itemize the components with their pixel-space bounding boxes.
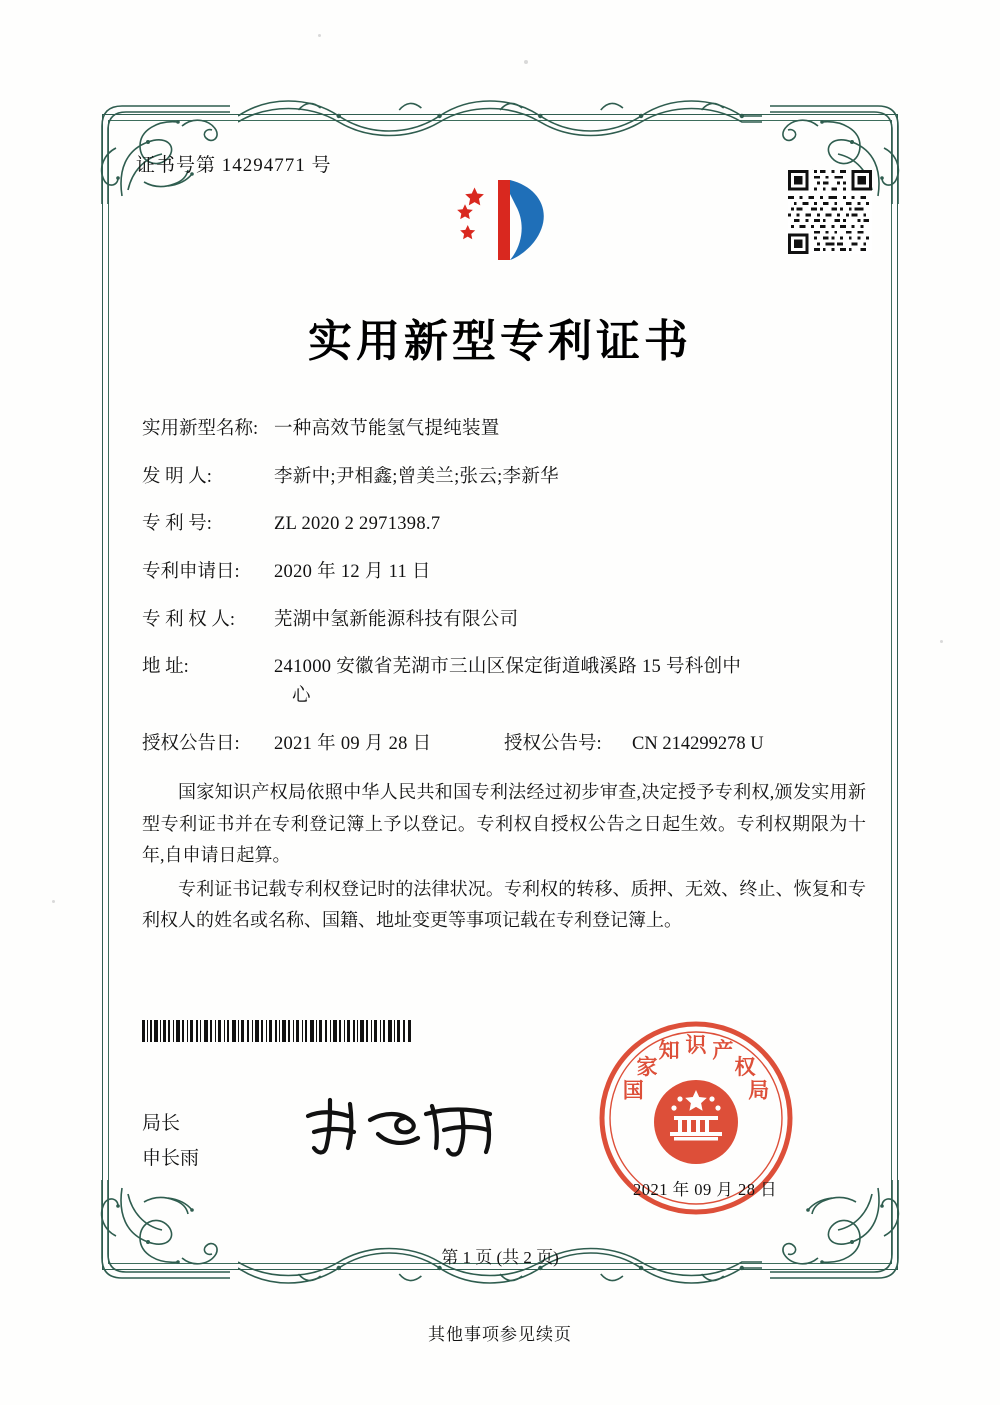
seal-date: 2021 年 09 月 28 日: [632, 1180, 778, 1199]
field-label: 实用新型名称:: [142, 419, 259, 439]
field-value-wrap: [274, 653, 870, 710]
page-title: 实用新型专利证书: [308, 317, 692, 366]
svg-text:国: 国: [622, 1078, 644, 1103]
certificate-content: [130, 150, 870, 939]
svg-text:权: 权: [734, 1054, 756, 1079]
svg-text:产: 产: [712, 1038, 734, 1063]
signature-title: 局长: [142, 1113, 181, 1134]
qr-code-icon: [788, 170, 872, 254]
border-ornament-top: [238, 92, 762, 138]
legal-paragraph: 国家知识产权局依照中华人民共和国专利法经过初步审查,决定授予专利权,颁发实用新型专利证书并在专利登记簿上予以登记。专利权自授权公告之日起生效。专利权期限为十年,自申请日起算。: [142, 782, 866, 866]
field-label: 地 址:: [142, 657, 189, 678]
signature-block: [142, 1106, 199, 1176]
cnipa-logo-icon: [430, 172, 560, 268]
page-number: 第 1 页 (共 2 页): [441, 1248, 559, 1267]
field-label: 发 明 人:: [142, 466, 212, 487]
svg-text:局: 局: [748, 1078, 770, 1103]
field-value: 李新中;尹相鑫;曾美兰;张云;李新华: [274, 466, 559, 487]
field-value: 一种高效节能氢气提纯装置: [274, 419, 500, 439]
field-value: 2020 年 12 月 11 日: [274, 562, 431, 583]
scan-speck: [940, 640, 943, 643]
announcement-number-value: CN 214299278 U: [632, 733, 764, 754]
field-label: 专 利 号:: [142, 514, 212, 535]
field-row-address: [130, 653, 870, 710]
scan-speck: [318, 34, 321, 37]
field-row-application-date: [130, 558, 870, 587]
svg-text:识: 识: [685, 1033, 707, 1057]
field-list: [130, 415, 870, 758]
handwritten-signature-icon: [300, 1090, 520, 1160]
svg-text:家: 家: [636, 1054, 658, 1079]
field-row-utility-model-name: [130, 415, 870, 444]
announcement-date-value: 2021 年 09 月 28 日: [274, 733, 432, 754]
certificate-number: 证书号第 14294771 号: [136, 155, 332, 176]
scan-speck: [52, 900, 55, 903]
border-corner-ornament: [82, 1178, 232, 1298]
announcement-number-label: 授权公告号:: [504, 733, 602, 754]
field-value-continuation: 心: [292, 686, 311, 707]
scan-speck: [524, 60, 528, 64]
field-value: 芜湖中氢新能源科技有限公司: [274, 609, 519, 630]
signature-name: 申长雨: [142, 1148, 200, 1170]
field-row-announcement: [130, 730, 870, 759]
field-row-patentee: [130, 606, 870, 635]
field-value: 241000 安徽省芜湖市三山区保定街道峨溪路 15 号科创中: [274, 657, 742, 678]
legal-paragraph: 专利证书记载专利权登记时的法律状况。专利权的转移、质押、无效、终止、恢复和专利权人的姓名或名称、国籍、地址变更等事项记载在专利登记簿上。: [142, 878, 866, 931]
legal-text: [130, 777, 870, 937]
field-row-patent-number: [130, 510, 870, 539]
footer-note: 其他事项参见续页: [428, 1325, 572, 1344]
field-label: 专 利 权 人:: [142, 609, 236, 630]
field-row-inventors: [130, 463, 870, 492]
barcode-icon: [142, 1020, 412, 1042]
svg-text:知: 知: [658, 1038, 680, 1063]
field-label: 专利申请日:: [142, 562, 240, 583]
field-value: ZL 2020 2 2971398.7: [274, 514, 441, 535]
announcement-date-label: 授权公告日:: [142, 733, 240, 754]
